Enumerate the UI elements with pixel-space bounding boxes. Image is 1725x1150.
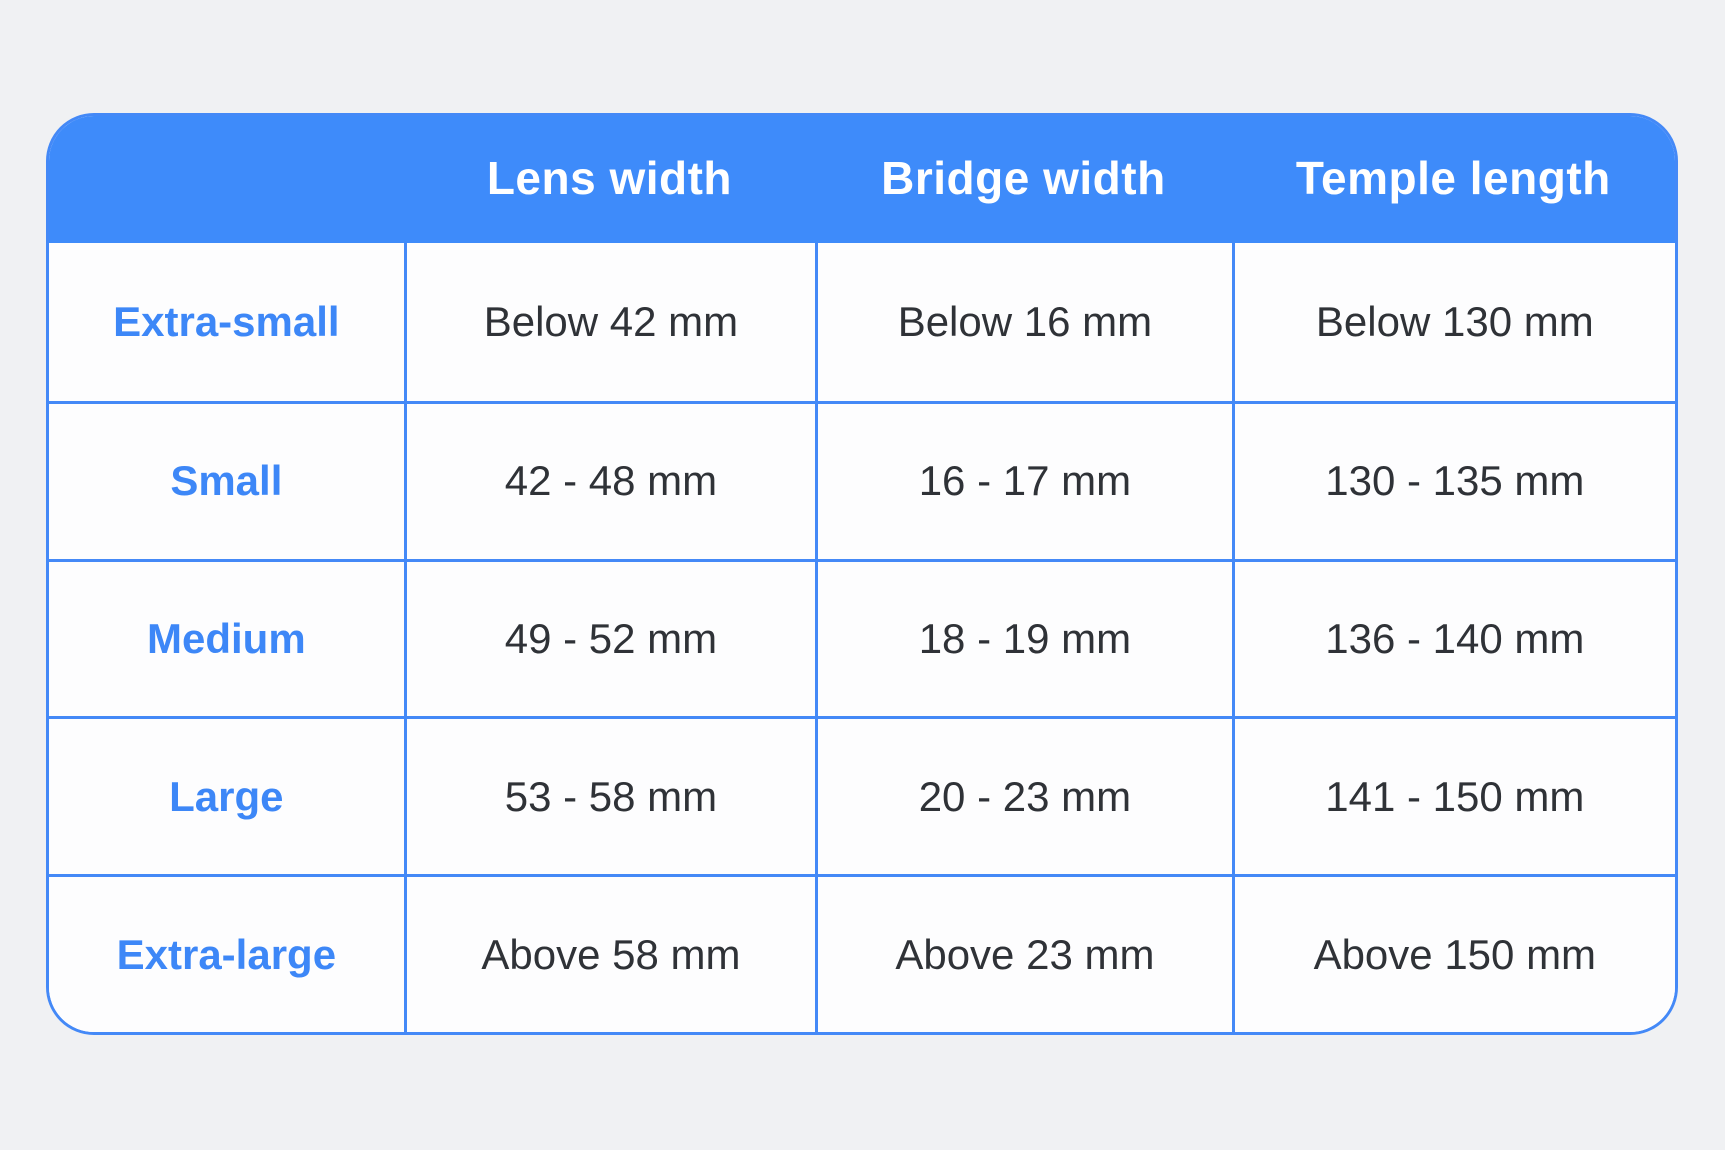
bridge-width-value: Below 16 mm	[815, 243, 1231, 401]
table-row-medium	[49, 559, 1675, 717]
table-body	[49, 243, 1675, 1032]
temple-length-value: Above 150 mm	[1232, 874, 1675, 1032]
lens-width-value: Below 42 mm	[404, 243, 815, 401]
column-header-temple-length: Temple length	[1295, 152, 1611, 204]
lens-width-value: 53 - 58 mm	[404, 716, 815, 874]
table-row-extra-large	[49, 874, 1675, 1032]
bridge-width-value: 20 - 23 mm	[815, 716, 1231, 874]
row-label: Small	[49, 401, 404, 559]
bridge-width-value: 18 - 19 mm	[815, 559, 1231, 717]
table-row-large	[49, 716, 1675, 874]
row-label: Medium	[49, 559, 404, 717]
bridge-width-value: Above 23 mm	[815, 874, 1231, 1032]
table-header-row	[46, 113, 1678, 243]
column-header-bridge-width: Bridge width	[881, 152, 1166, 204]
temple-length-value: 141 - 150 mm	[1232, 716, 1675, 874]
row-label: Extra-large	[49, 874, 404, 1032]
column-header-lens-width: Lens width	[486, 152, 733, 204]
lens-width-value: Above 58 mm	[404, 874, 815, 1032]
frame-size-table	[46, 113, 1678, 1035]
bridge-width-value: 16 - 17 mm	[815, 401, 1231, 559]
temple-length-value: 136 - 140 mm	[1232, 559, 1675, 717]
lens-width-value: 42 - 48 mm	[404, 401, 815, 559]
lens-width-value: 49 - 52 mm	[404, 559, 815, 717]
column-header-blank	[49, 113, 404, 243]
row-label: Large	[49, 716, 404, 874]
row-label: Extra-small	[49, 243, 404, 401]
temple-length-value: Below 130 mm	[1232, 243, 1675, 401]
table-row-extra-small	[49, 243, 1675, 401]
table-row-small	[49, 401, 1675, 559]
temple-length-value: 130 - 135 mm	[1232, 401, 1675, 559]
